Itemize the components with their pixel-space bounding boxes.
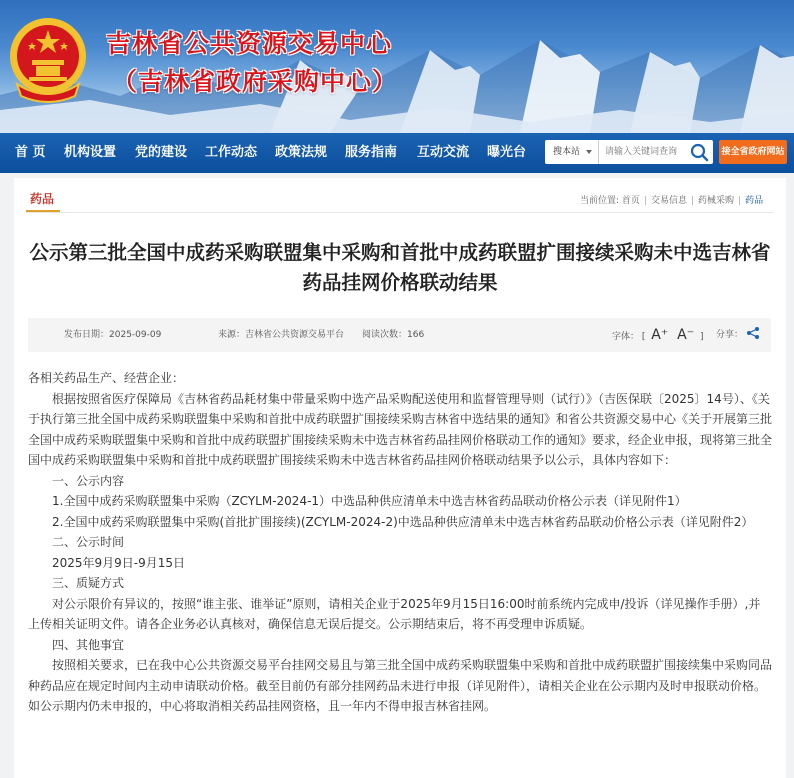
search-icon[interactable] bbox=[686, 140, 713, 164]
notice-period: 2025年9月9日-9月15日 bbox=[52, 555, 186, 570]
search-scope-select[interactable] bbox=[545, 140, 599, 164]
article-title: 公示第三批全国中成药采购联盟集中采购和首批中成药联盟扩围接续采购未中选吉林省药品挂网价格联动结果 bbox=[29, 241, 771, 294]
category-tab[interactable]: 药品 bbox=[30, 192, 55, 206]
nav-party-building[interactable]: 党的建设 bbox=[135, 145, 188, 160]
content-item-2: 2.全国中成药采购联盟集中采购(首批扩围接续)(ZCYLM-2024-2)中选品种供应清单未中选吉林省药品联动价格公示表（详见附件2） bbox=[52, 514, 754, 529]
section-heading: 三、质疑方式 bbox=[52, 576, 125, 590]
publish-date: 发布日期：2025-09-09 bbox=[64, 330, 162, 340]
article-body bbox=[28, 368, 772, 717]
site-subtitle: （吉林省政府采购中心） bbox=[112, 67, 399, 96]
search-box bbox=[545, 140, 713, 164]
section-heading: 四、其他事宜 bbox=[52, 637, 125, 652]
font-smaller-button[interactable]: A⁻ bbox=[677, 327, 695, 343]
breadcrumb: 当前位置: 首页 | 交易信息 | 药械采购 | 药品 bbox=[580, 196, 764, 206]
header-banner bbox=[0, 0, 794, 133]
nav-interaction[interactable]: 互动交流 bbox=[417, 145, 470, 160]
chevron-down-icon bbox=[586, 150, 592, 154]
divider bbox=[26, 212, 774, 213]
nav-policies[interactable]: 政策法规 bbox=[275, 145, 328, 160]
breadcrumb-home[interactable]: 首页 bbox=[621, 196, 640, 206]
provincial-sites-button[interactable]: 接全省政府网站 bbox=[719, 140, 787, 164]
breadcrumb-label: 当前位置: bbox=[580, 196, 620, 206]
share-icon[interactable] bbox=[746, 326, 760, 340]
nav-home[interactable]: 首 页 bbox=[15, 145, 46, 160]
salutation: 各相关药品生产、经营企业： bbox=[28, 371, 185, 385]
content-panel bbox=[14, 178, 786, 778]
nav-exposure[interactable]: 曝光台 bbox=[487, 145, 527, 160]
section-heading: 一、公示内容 bbox=[52, 473, 125, 488]
intro-paragraph: 根据按照省医疗保障局《吉林省药品耗材集中带量采购中选产品采购配送使用和监督管理导则（试行）》（吉医保联〔2025〕14号）、《关于执行第三批全国中成药采购联盟集中采购和首批中成药联盟扩围接续采购吉林省中选结果的通知》和省公共资源交易中心《关于开展第三批全国中成药采购联盟集中采购和首批中成药联盟扩围接续采购未中选吉林省药品挂网价格联动工作的通知》要求，经企业申报，现将第三批全国中成药采购联盟集中采购和首批中成药联盟扩围接续采购未中选吉林省药品挂网价格联动结果予以公示，具体内容如下： bbox=[28, 391, 773, 467]
font-size-control: 字体： [ A⁺ A⁻ ] bbox=[612, 327, 704, 343]
breadcrumb-procurement[interactable]: 药械采购 bbox=[698, 196, 735, 206]
font-larger-button[interactable]: A⁺ bbox=[651, 327, 669, 343]
nav-service-guide[interactable]: 服务指南 bbox=[345, 145, 398, 160]
section-heading: 二、公示时间 bbox=[52, 535, 125, 549]
search-input[interactable] bbox=[601, 142, 685, 162]
search-scope-label: 搜本站 bbox=[553, 147, 581, 157]
share-control bbox=[716, 318, 760, 352]
breadcrumb-current[interactable]: 药品 bbox=[745, 196, 764, 206]
nav-work-news[interactable]: 工作动态 bbox=[205, 145, 258, 160]
share-label: 分享： bbox=[716, 330, 744, 340]
site-title: 吉林省公共资源交易中心 bbox=[106, 29, 393, 58]
view-count: 阅读次数：166 bbox=[362, 330, 425, 340]
national-emblem-icon bbox=[5, 12, 91, 104]
font-size-label: 字体： bbox=[612, 332, 640, 342]
objection-paragraph: 对公示限价有异议的，按照“谁主张、谁举证”原则，请相关企业于2025年9月15日16:00时前系统内完成申/投诉（详见操作手册）,并上传相关证明文件。请各企业务必认真核对，确保信息无误后提交。公示期结束后，将不再受理申诉质疑。 bbox=[28, 596, 761, 631]
breadcrumb-trade-info[interactable]: 交易信息 bbox=[650, 196, 687, 206]
article-meta-bar bbox=[28, 318, 771, 352]
nav-organization[interactable]: 机构设置 bbox=[64, 145, 117, 160]
other-matters-paragraph: 按照相关要求，已在我中心公共资源交易平台挂网交易且与第三批全国中成药采购联盟集中采购和首批中成药联盟扩围接续集中采购同品种药品应在规定时间内主动申请联动价格。截至目前仍有部分挂网药品未进行申报（详见附件），请相关企业在公示期内及时申报联动价格。如公示期内仍未申报的，中心将取消相关药品挂网资格，且一年内不得申报吉林省挂网。 bbox=[28, 658, 773, 713]
content-item-1: 1.全国中成药采购联盟集中采购（ZCYLM-2024-1）中选品种供应清单未中选吉林省药品联动价格公示表（详见附件1） bbox=[52, 494, 687, 508]
article-source: 来源：吉林省公共资源交易平台 bbox=[218, 330, 345, 340]
